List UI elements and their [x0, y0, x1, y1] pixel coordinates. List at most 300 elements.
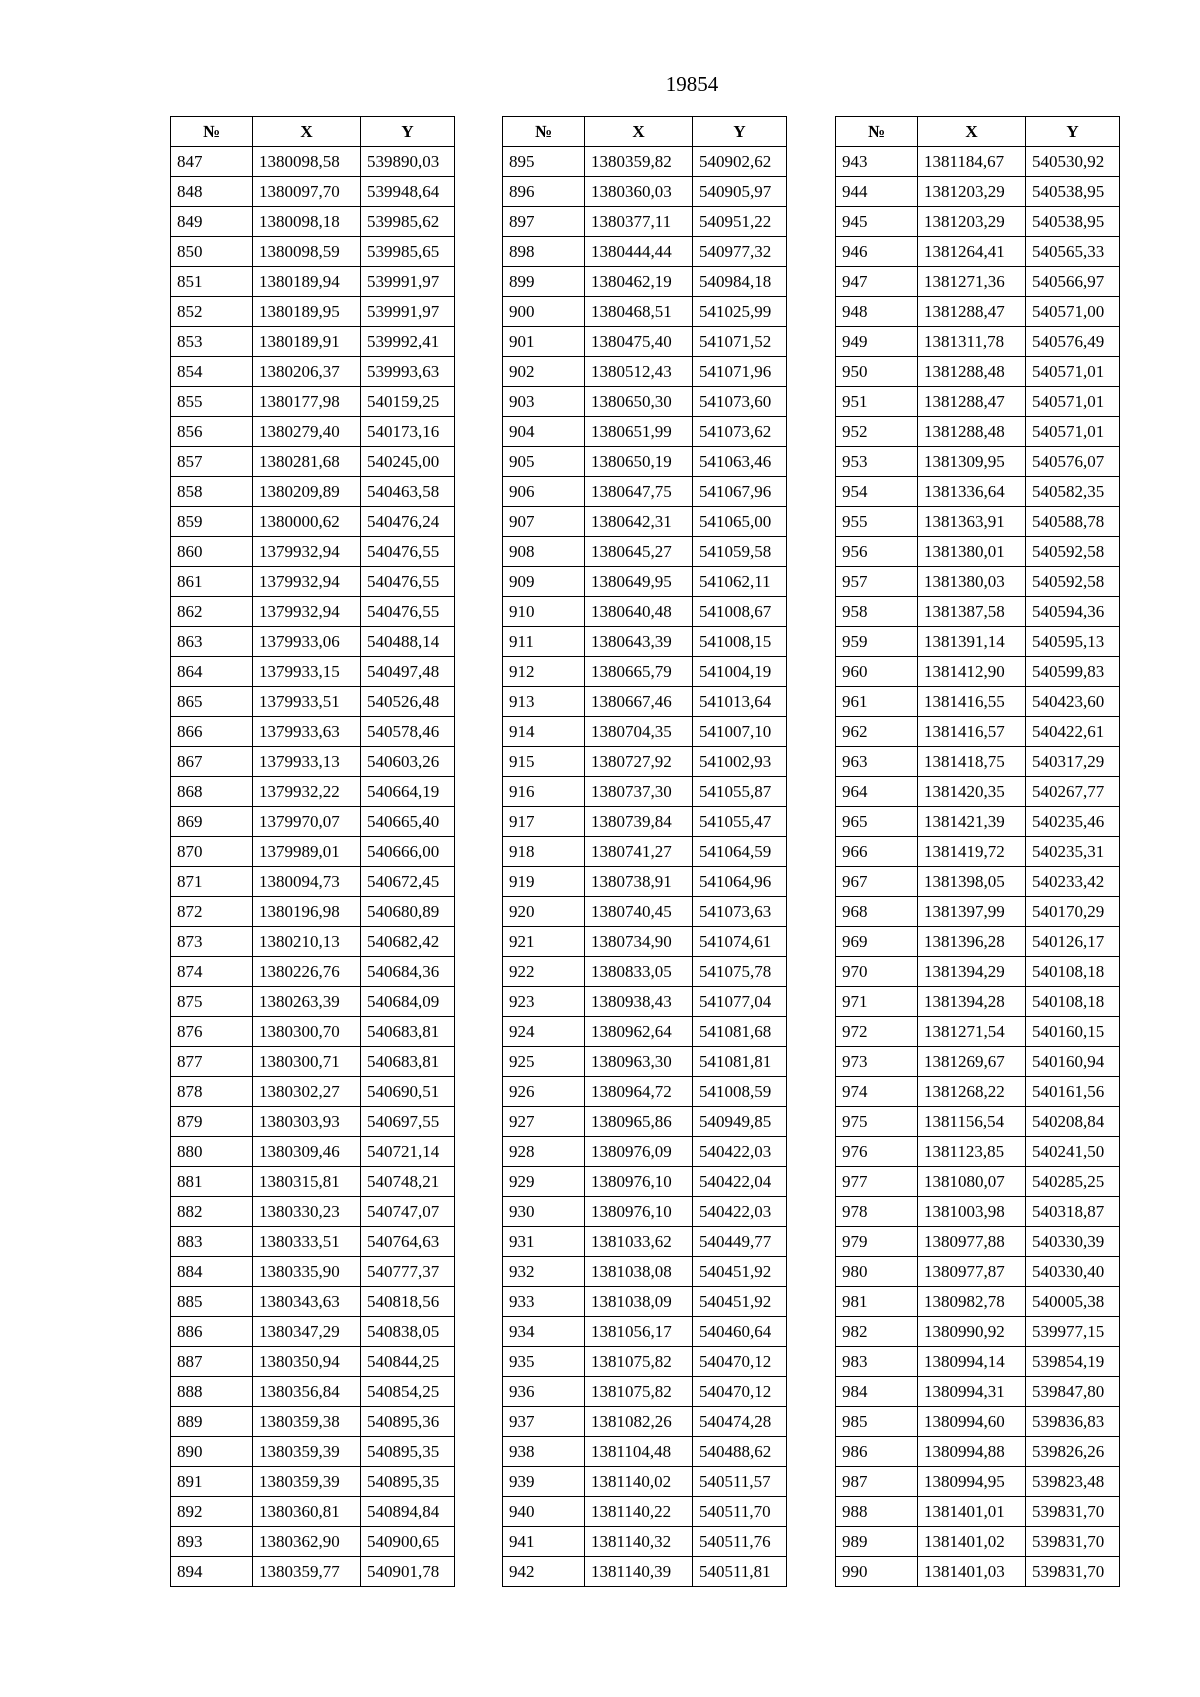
cell-y: 540901,78: [361, 1557, 455, 1587]
table-row: [171, 507, 455, 537]
cell-number: 852: [171, 297, 253, 327]
table-row: [171, 627, 455, 657]
cell-y: 541025,99: [693, 297, 787, 327]
table-row: [171, 477, 455, 507]
cell-y: 540159,25: [361, 387, 455, 417]
table-row: [836, 1137, 1120, 1167]
cell-y: 541081,68: [693, 1017, 787, 1047]
cell-y: 540565,33: [1026, 237, 1120, 267]
table-row: [836, 417, 1120, 447]
cell-x: 1380377,11: [585, 207, 693, 237]
table-row: [171, 207, 455, 237]
cell-number: 959: [836, 627, 918, 657]
cell-y: 540463,58: [361, 477, 455, 507]
cell-y: 541055,47: [693, 807, 787, 837]
header-y: Y: [693, 117, 787, 147]
table-row: [503, 1227, 787, 1257]
cell-number: 952: [836, 417, 918, 447]
cell-y: 540603,26: [361, 747, 455, 777]
cell-number: 876: [171, 1017, 253, 1047]
table-row: [503, 1107, 787, 1137]
cell-number: 885: [171, 1287, 253, 1317]
cell-y: 541063,46: [693, 447, 787, 477]
cell-number: 968: [836, 897, 918, 927]
cell-x: 1380359,39: [253, 1467, 361, 1497]
cell-y: 541073,60: [693, 387, 787, 417]
cell-x: 1380665,79: [585, 657, 693, 687]
cell-x: 1381416,57: [918, 717, 1026, 747]
cell-y: 540235,31: [1026, 837, 1120, 867]
cell-x: 1380281,68: [253, 447, 361, 477]
table-row: [171, 1347, 455, 1377]
table-row: [503, 1557, 787, 1587]
cell-number: 957: [836, 567, 918, 597]
table-row: [171, 957, 455, 987]
cell-number: 918: [503, 837, 585, 867]
cell-y: 540764,63: [361, 1227, 455, 1257]
cell-y: 541002,93: [693, 747, 787, 777]
cell-x: 1381056,17: [585, 1317, 693, 1347]
cell-number: 863: [171, 627, 253, 657]
cell-y: 540422,03: [693, 1137, 787, 1167]
cell-y: 540571,01: [1026, 357, 1120, 387]
cell-number: 870: [171, 837, 253, 867]
cell-x: 1380210,13: [253, 927, 361, 957]
cell-x: 1381401,01: [918, 1497, 1026, 1527]
cell-y: 539854,19: [1026, 1347, 1120, 1377]
table-row: [503, 327, 787, 357]
cell-y: 540449,77: [693, 1227, 787, 1257]
table-row: [503, 207, 787, 237]
cell-number: 913: [503, 687, 585, 717]
cell-y: 540126,17: [1026, 927, 1120, 957]
cell-number: 979: [836, 1227, 918, 1257]
table-row: [836, 1467, 1120, 1497]
cell-x: 1380098,18: [253, 207, 361, 237]
table-row: [171, 597, 455, 627]
cell-number: 868: [171, 777, 253, 807]
table-row: [171, 1287, 455, 1317]
cell-x: 1380650,19: [585, 447, 693, 477]
table-row: [171, 237, 455, 267]
cell-y: 540318,87: [1026, 1197, 1120, 1227]
cell-x: 1380309,46: [253, 1137, 361, 1167]
table-row: [503, 1167, 787, 1197]
cell-y: 540571,00: [1026, 297, 1120, 327]
cell-y: 540683,81: [361, 1017, 455, 1047]
cell-y: 539831,70: [1026, 1527, 1120, 1557]
table-row: [503, 387, 787, 417]
cell-x: 1380963,30: [585, 1047, 693, 1077]
table-row: [836, 387, 1120, 417]
cell-y: 540894,84: [361, 1497, 455, 1527]
cell-x: 1380994,88: [918, 1437, 1026, 1467]
table-row: [836, 687, 1120, 717]
cell-number: 980: [836, 1257, 918, 1287]
cell-number: 942: [503, 1557, 585, 1587]
cell-x: 1380300,70: [253, 1017, 361, 1047]
cell-x: 1380667,46: [585, 687, 693, 717]
cell-number: 932: [503, 1257, 585, 1287]
cell-number: 944: [836, 177, 918, 207]
cell-number: 887: [171, 1347, 253, 1377]
cell-x: 1380189,94: [253, 267, 361, 297]
cell-x: 1380938,43: [585, 987, 693, 1017]
table-row: [171, 297, 455, 327]
table-row: [503, 597, 787, 627]
cell-x: 1381123,85: [918, 1137, 1026, 1167]
cell-x: 1380094,73: [253, 867, 361, 897]
cell-x: 1381271,54: [918, 1017, 1026, 1047]
table-row: [503, 1467, 787, 1497]
cell-y: 539836,83: [1026, 1407, 1120, 1437]
table-row: [171, 897, 455, 927]
cell-number: 881: [171, 1167, 253, 1197]
cell-x: 1381184,67: [918, 147, 1026, 177]
cell-number: 897: [503, 207, 585, 237]
cell-number: 934: [503, 1317, 585, 1347]
header-x: X: [253, 117, 361, 147]
table-row: [171, 1107, 455, 1137]
cell-number: 933: [503, 1287, 585, 1317]
cell-number: 961: [836, 687, 918, 717]
cell-number: 847: [171, 147, 253, 177]
cell-number: 955: [836, 507, 918, 537]
table-row: [503, 1347, 787, 1377]
table-row: [503, 927, 787, 957]
cell-x: 1381288,47: [918, 387, 1026, 417]
cell-x: 1380359,39: [253, 1437, 361, 1467]
cell-y: 540241,50: [1026, 1137, 1120, 1167]
cell-y: 540161,56: [1026, 1077, 1120, 1107]
table-row: [503, 627, 787, 657]
coordinate-table-1: [170, 116, 455, 1587]
cell-number: 971: [836, 987, 918, 1017]
cell-x: 1380189,95: [253, 297, 361, 327]
cell-y: 540984,18: [693, 267, 787, 297]
cell-number: 879: [171, 1107, 253, 1137]
cell-number: 875: [171, 987, 253, 1017]
cell-x: 1380302,27: [253, 1077, 361, 1107]
cell-x: 1380359,77: [253, 1557, 361, 1587]
cell-x: 1381268,22: [918, 1077, 1026, 1107]
cell-number: 871: [171, 867, 253, 897]
cell-number: 900: [503, 297, 585, 327]
cell-y: 540902,62: [693, 147, 787, 177]
cell-number: 924: [503, 1017, 585, 1047]
table-row: [171, 567, 455, 597]
cell-x: 1380330,23: [253, 1197, 361, 1227]
table-row: [836, 1557, 1120, 1587]
cell-y: 540680,89: [361, 897, 455, 927]
cell-x: 1380098,59: [253, 237, 361, 267]
table-row: [836, 177, 1120, 207]
cell-number: 850: [171, 237, 253, 267]
cell-number: 893: [171, 1527, 253, 1557]
cell-number: 920: [503, 897, 585, 927]
cell-x: 1380965,86: [585, 1107, 693, 1137]
table-row: [171, 1227, 455, 1257]
cell-x: 1380650,30: [585, 387, 693, 417]
cell-x: 1381288,48: [918, 357, 1026, 387]
table-row: [836, 1227, 1120, 1257]
cell-y: 539991,97: [361, 267, 455, 297]
cell-y: 540690,51: [361, 1077, 455, 1107]
table-row: [836, 1197, 1120, 1227]
table-row: [171, 657, 455, 687]
cell-number: 946: [836, 237, 918, 267]
cell-y: 540330,40: [1026, 1257, 1120, 1287]
cell-x: 1381394,29: [918, 957, 1026, 987]
cell-y: 540422,61: [1026, 717, 1120, 747]
table-row: [503, 807, 787, 837]
cell-number: 878: [171, 1077, 253, 1107]
table-row: [171, 447, 455, 477]
table-row: [503, 297, 787, 327]
cell-number: 927: [503, 1107, 585, 1137]
cell-x: 1381288,47: [918, 297, 1026, 327]
table-row: [171, 1467, 455, 1497]
cell-y: 541064,96: [693, 867, 787, 897]
cell-x: 1380343,63: [253, 1287, 361, 1317]
cell-number: 869: [171, 807, 253, 837]
table-row: [171, 867, 455, 897]
cell-x: 1380444,44: [585, 237, 693, 267]
cell-x: 1381396,28: [918, 927, 1026, 957]
table-row: [836, 1077, 1120, 1107]
table-row: [836, 357, 1120, 387]
cell-y: 540005,38: [1026, 1287, 1120, 1317]
cell-x: 1381080,07: [918, 1167, 1026, 1197]
cell-number: 936: [503, 1377, 585, 1407]
table-row: [171, 1527, 455, 1557]
cell-number: 848: [171, 177, 253, 207]
cell-number: 917: [503, 807, 585, 837]
table-row: [503, 537, 787, 567]
cell-number: 906: [503, 477, 585, 507]
table-row: [503, 987, 787, 1017]
cell-y: 540854,25: [361, 1377, 455, 1407]
table-row: [836, 867, 1120, 897]
table-row: [171, 1167, 455, 1197]
cell-x: 1380976,10: [585, 1197, 693, 1227]
cell-number: 930: [503, 1197, 585, 1227]
table-row: [836, 207, 1120, 237]
table-row: [503, 687, 787, 717]
cell-number: 974: [836, 1077, 918, 1107]
cell-y: 539991,97: [361, 297, 455, 327]
cell-x: 1381419,72: [918, 837, 1026, 867]
cell-y: 540208,84: [1026, 1107, 1120, 1137]
cell-x: 1381397,99: [918, 897, 1026, 927]
cell-y: 541081,81: [693, 1047, 787, 1077]
cell-x: 1380359,38: [253, 1407, 361, 1437]
cell-number: 984: [836, 1377, 918, 1407]
cell-number: 953: [836, 447, 918, 477]
cell-number: 943: [836, 147, 918, 177]
cell-x: 1379932,94: [253, 597, 361, 627]
cell-y: 540582,35: [1026, 477, 1120, 507]
table-row: [836, 477, 1120, 507]
cell-x: 1381387,58: [918, 597, 1026, 627]
cell-y: 540108,18: [1026, 987, 1120, 1017]
table-row: [503, 507, 787, 537]
table-row: [836, 1017, 1120, 1047]
cell-x: 1379932,22: [253, 777, 361, 807]
cell-number: 958: [836, 597, 918, 627]
table-row: [171, 387, 455, 417]
cell-number: 911: [503, 627, 585, 657]
cell-y: 540170,29: [1026, 897, 1120, 927]
cell-y: 540267,77: [1026, 777, 1120, 807]
cell-number: 857: [171, 447, 253, 477]
table-row: [503, 417, 787, 447]
cell-x: 1381401,02: [918, 1527, 1026, 1557]
cell-x: 1380962,64: [585, 1017, 693, 1047]
table-row: [171, 747, 455, 777]
cell-number: 990: [836, 1557, 918, 1587]
cell-x: 1380206,37: [253, 357, 361, 387]
header-number: №: [503, 117, 585, 147]
cell-y: 541013,64: [693, 687, 787, 717]
cell-x: 1381420,35: [918, 777, 1026, 807]
table-row: [503, 1527, 787, 1557]
cell-x: 1381288,48: [918, 417, 1026, 447]
cell-number: 886: [171, 1317, 253, 1347]
table-row: [836, 627, 1120, 657]
table-row: [503, 837, 787, 867]
cell-y: 541075,78: [693, 957, 787, 987]
cell-x: 1380350,94: [253, 1347, 361, 1377]
cell-number: 896: [503, 177, 585, 207]
cell-y: 540895,35: [361, 1467, 455, 1497]
cell-number: 972: [836, 1017, 918, 1047]
table-row: [836, 537, 1120, 567]
table-header-row: [503, 117, 787, 147]
table-row: [171, 1047, 455, 1077]
cell-x: 1380000,62: [253, 507, 361, 537]
cell-x: 1381003,98: [918, 1197, 1026, 1227]
cell-y: 540683,81: [361, 1047, 455, 1077]
cell-y: 540160,15: [1026, 1017, 1120, 1047]
cell-y: 540511,81: [693, 1557, 787, 1587]
cell-number: 950: [836, 357, 918, 387]
table-row: [836, 1047, 1120, 1077]
table-row: [171, 147, 455, 177]
cell-x: 1381363,91: [918, 507, 1026, 537]
cell-number: 951: [836, 387, 918, 417]
cell-x: 1381416,55: [918, 687, 1026, 717]
cell-y: 540317,29: [1026, 747, 1120, 777]
cell-x: 1380279,40: [253, 417, 361, 447]
cell-y: 539992,41: [361, 327, 455, 357]
cell-x: 1380739,84: [585, 807, 693, 837]
cell-number: 889: [171, 1407, 253, 1437]
table-row: [503, 717, 787, 747]
table-row: [171, 837, 455, 867]
cell-y: 540895,36: [361, 1407, 455, 1437]
table-row: [171, 1377, 455, 1407]
cell-y: 539890,03: [361, 147, 455, 177]
cell-y: 540905,97: [693, 177, 787, 207]
cell-number: 945: [836, 207, 918, 237]
cell-x: 1380333,51: [253, 1227, 361, 1257]
cell-y: 540422,04: [693, 1167, 787, 1197]
table-row: [171, 1017, 455, 1047]
cell-number: 966: [836, 837, 918, 867]
cell-number: 956: [836, 537, 918, 567]
cell-x: 1381203,29: [918, 207, 1026, 237]
table-row: [836, 507, 1120, 537]
cell-x: 1381203,29: [918, 177, 1026, 207]
table-row: [503, 747, 787, 777]
cell-y: 541055,87: [693, 777, 787, 807]
table-row: [171, 1197, 455, 1227]
cell-y: 540285,25: [1026, 1167, 1120, 1197]
cell-y: 539831,70: [1026, 1557, 1120, 1587]
cell-number: 962: [836, 717, 918, 747]
cell-x: 1380097,70: [253, 177, 361, 207]
cell-y: 540895,35: [361, 1437, 455, 1467]
cell-number: 873: [171, 927, 253, 957]
table-row: [836, 1107, 1120, 1137]
cell-y: 541007,10: [693, 717, 787, 747]
cell-x: 1381269,67: [918, 1047, 1026, 1077]
table-row: [836, 267, 1120, 297]
cell-y: 540108,18: [1026, 957, 1120, 987]
cell-x: 1380359,82: [585, 147, 693, 177]
cell-number: 929: [503, 1167, 585, 1197]
cell-y: 540451,92: [693, 1287, 787, 1317]
cell-x: 1381082,26: [585, 1407, 693, 1437]
table-row: [503, 1437, 787, 1467]
table-row: [171, 807, 455, 837]
table-row: [503, 897, 787, 927]
cell-number: 909: [503, 567, 585, 597]
cell-number: 888: [171, 1377, 253, 1407]
cell-number: 898: [503, 237, 585, 267]
header-number: №: [171, 117, 253, 147]
table-row: [836, 777, 1120, 807]
table-row: [171, 1317, 455, 1347]
cell-x: 1379933,06: [253, 627, 361, 657]
table-header-row: [836, 117, 1120, 147]
table-row: [503, 1407, 787, 1437]
cell-x: 1381264,41: [918, 237, 1026, 267]
cell-y: 540571,01: [1026, 417, 1120, 447]
table-row: [503, 447, 787, 477]
cell-y: 539985,65: [361, 237, 455, 267]
cell-number: 890: [171, 1437, 253, 1467]
cell-x: 1380704,35: [585, 717, 693, 747]
cell-number: 948: [836, 297, 918, 327]
cell-x: 1380642,31: [585, 507, 693, 537]
cell-y: 540592,58: [1026, 537, 1120, 567]
cell-y: 540423,60: [1026, 687, 1120, 717]
cell-y: 540949,85: [693, 1107, 787, 1137]
cell-x: 1381156,54: [918, 1107, 1026, 1137]
cell-y: 539977,15: [1026, 1317, 1120, 1347]
cell-number: 874: [171, 957, 253, 987]
cell-y: 540571,01: [1026, 387, 1120, 417]
cell-x: 1380315,81: [253, 1167, 361, 1197]
cell-y: 540592,58: [1026, 567, 1120, 597]
table-header-row: [171, 117, 455, 147]
table-row: [503, 777, 787, 807]
cell-number: 940: [503, 1497, 585, 1527]
cell-x: 1380300,71: [253, 1047, 361, 1077]
cell-number: 970: [836, 957, 918, 987]
